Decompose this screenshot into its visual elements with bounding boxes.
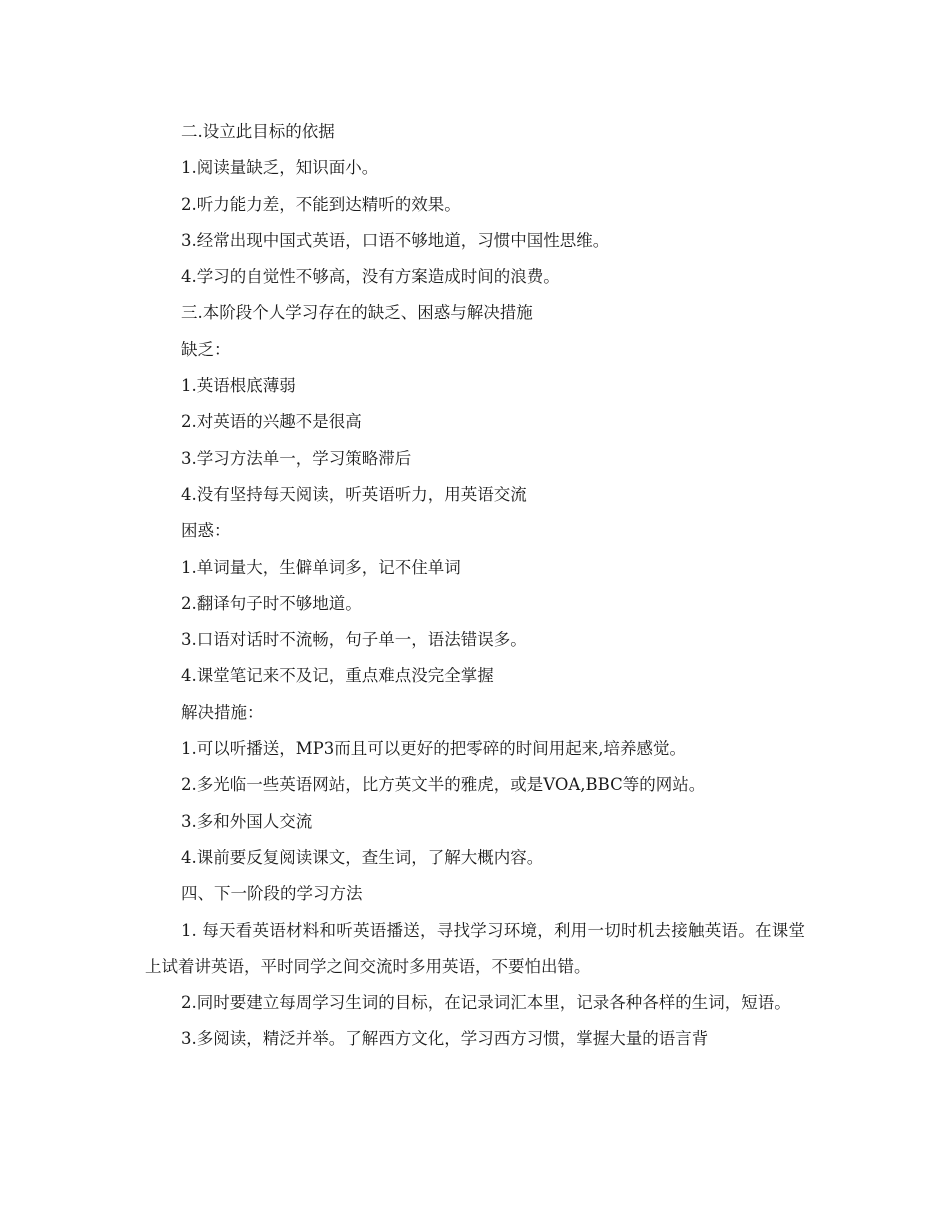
subheading-shortcomings: 缺乏： bbox=[181, 339, 231, 359]
paragraph: 1. 每天看英语材料和听英语播送，寻找学习环境，利用一切时机去接触英语。在课堂上试着讲英语，平时同学之间交流时多用英语，不要怕出错。 bbox=[145, 920, 805, 976]
text-line: 1.英语根底薄弱 bbox=[181, 376, 296, 396]
section-heading-4: 四、下一阶段的学习方法 bbox=[181, 884, 363, 904]
text-line: 2.翻译句子时不够地道。 bbox=[181, 593, 362, 613]
text-line: 1.阅读量缺乏，知识面小。 bbox=[181, 158, 379, 178]
section-heading-2: 二.设立此目标的依据 bbox=[181, 122, 335, 141]
text-line: 4.没有坚持每天阅读，听英语听力，用英语交流 bbox=[181, 484, 527, 504]
text-line: 2.多光临一些英语网站，比方英文半的雅虎，或是VOA,BBC等的网站。 bbox=[181, 775, 706, 795]
text-line: 3.多和外国人交流 bbox=[181, 811, 313, 831]
text-line: 3.学习方法单一，学习策略滞后 bbox=[181, 448, 412, 468]
text-line: 1.单词量大，生僻单词多，记不住单词 bbox=[181, 557, 461, 577]
paragraph: 2.同时要建立每周学习生词的目标，在记录词汇本里，记录各种各样的生词，短语。 bbox=[181, 993, 791, 1013]
paragraph: 3.多阅读，精泛并举。了解西方文化，学习西方习惯，掌握大量的语言背 bbox=[181, 1029, 709, 1049]
subheading-solutions: 解决措施： bbox=[181, 702, 264, 722]
text-line: 4.学习的自觉性不够高，没有方案造成时间的浪费。 bbox=[181, 267, 560, 287]
text-line: 3.口语对话时不流畅，句子单一，语法错误多。 bbox=[181, 630, 527, 650]
text-line: 2.对英语的兴趣不是很高 bbox=[181, 412, 362, 432]
text-line: 4.课前要反复阅读课文，查生词，了解大概内容。 bbox=[181, 847, 544, 867]
text-line: 1.可以听播送，MP3而且可以更好的把零碎的时间用起来,培养感觉。 bbox=[181, 739, 686, 759]
document-body bbox=[145, 114, 805, 1058]
text-line: 4.课堂笔记来不及记，重点难点没完全掌握 bbox=[181, 666, 494, 686]
subheading-confusion: 困惑： bbox=[181, 521, 231, 541]
section-heading-3: 三.本阶段个人学习存在的缺乏、困惑与解决措施 bbox=[181, 303, 533, 323]
text-line: 2.听力能力差，不能到达精听的效果。 bbox=[181, 194, 461, 214]
text-line: 3.经常出现中国式英语，口语不够地道，习惯中国性思维。 bbox=[181, 230, 610, 250]
